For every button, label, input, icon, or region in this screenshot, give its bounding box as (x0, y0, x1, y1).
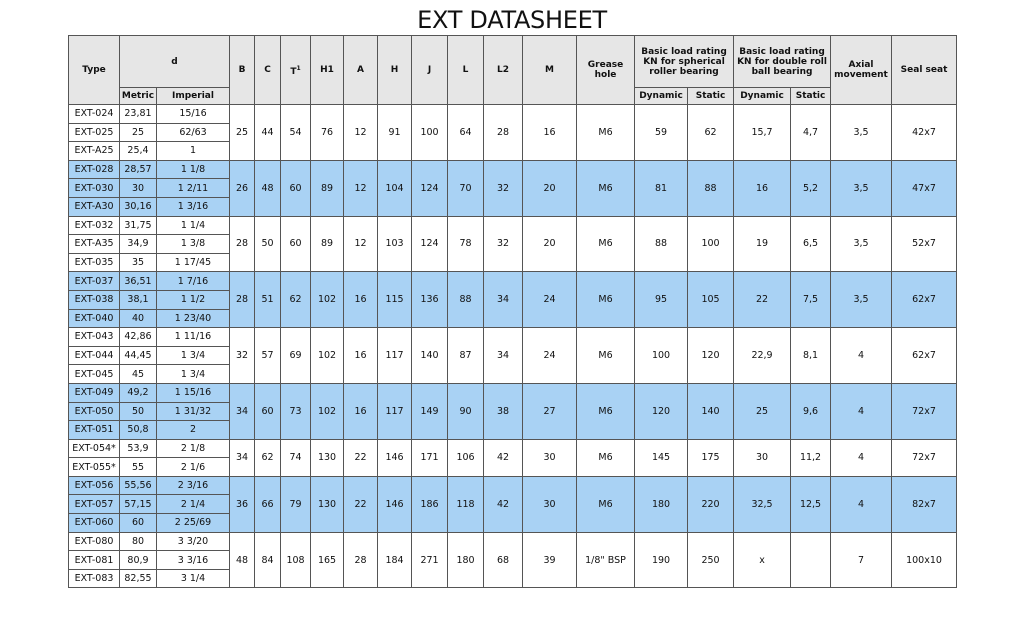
cell-h: 117 (378, 328, 412, 384)
cell-metric: 45 (120, 365, 157, 384)
cell-j: 100 (412, 105, 448, 161)
cell-metric: 30 (120, 179, 157, 198)
cell-double-dynamic: 30 (734, 439, 791, 476)
cell-type: EXT-045 (69, 365, 120, 384)
cell-spherical-dynamic: 190 (635, 532, 688, 588)
header-l: L (448, 36, 484, 105)
cell-metric: 60 (120, 514, 157, 533)
cell-l: 78 (448, 216, 484, 272)
cell-type: EXT-028 (69, 160, 120, 179)
cell-b: 36 (230, 476, 255, 532)
cell-m: 27 (523, 383, 577, 439)
cell-h1: 102 (311, 272, 344, 328)
cell-l2: 68 (484, 532, 523, 588)
header-spherical-dynamic: Dynamic (635, 88, 688, 105)
header-b: B (230, 36, 255, 105)
cell-t: 74 (281, 439, 311, 476)
table-row (69, 272, 957, 291)
cell-imperial: 1 1/4 (157, 216, 230, 235)
cell-spherical-dynamic: 180 (635, 476, 688, 532)
cell-spherical-static: 220 (688, 476, 734, 532)
page-title: EXT DATASHEET (417, 6, 607, 34)
cell-t: 73 (281, 383, 311, 439)
cell-m: 30 (523, 439, 577, 476)
cell-double-dynamic: 19 (734, 216, 791, 272)
cell-imperial: 3 3/16 (157, 551, 230, 570)
cell-b: 34 (230, 383, 255, 439)
cell-metric: 82,55 (120, 569, 157, 588)
table-row (69, 216, 957, 235)
table-row (69, 328, 957, 347)
cell-h1: 130 (311, 476, 344, 532)
cell-t: 62 (281, 272, 311, 328)
cell-axial-movement: 7 (831, 532, 892, 588)
cell-type: EXT-043 (69, 328, 120, 347)
cell-l: 106 (448, 439, 484, 476)
cell-c: 44 (255, 105, 281, 161)
header-double-rating: Basic load rating KN for double roll ball bearing (734, 36, 831, 88)
cell-type: EXT-055* (69, 458, 120, 477)
cell-imperial: 1 17/45 (157, 253, 230, 272)
cell-metric: 80,9 (120, 551, 157, 570)
cell-imperial: 2 (157, 421, 230, 440)
cell-m: 39 (523, 532, 577, 588)
cell-t: 60 (281, 160, 311, 216)
cell-double-static: 11,2 (791, 439, 831, 476)
cell-l: 180 (448, 532, 484, 588)
cell-h1: 102 (311, 383, 344, 439)
header-h1: H1 (311, 36, 344, 105)
cell-axial-movement: 3,5 (831, 272, 892, 328)
header-axial-movement: Axial movement (831, 36, 892, 105)
cell-metric: 40 (120, 309, 157, 328)
cell-double-static: 5,2 (791, 160, 831, 216)
header-grease-hole: Grease hole (577, 36, 635, 105)
header-l2: L2 (484, 36, 523, 105)
header-spherical-rating: Basic load rating KN for spherical roller bearing (635, 36, 734, 88)
cell-m: 24 (523, 328, 577, 384)
cell-j: 136 (412, 272, 448, 328)
table-row (69, 439, 957, 458)
header-c: C (255, 36, 281, 105)
cell-t: 69 (281, 328, 311, 384)
cell-imperial: 2 1/6 (157, 458, 230, 477)
cell-metric: 42,86 (120, 328, 157, 347)
cell-h: 91 (378, 105, 412, 161)
cell-l2: 32 (484, 216, 523, 272)
cell-imperial: 2 1/8 (157, 439, 230, 458)
cell-type: EXT-051 (69, 421, 120, 440)
cell-metric: 55 (120, 458, 157, 477)
cell-spherical-dynamic: 100 (635, 328, 688, 384)
header-m: M (523, 36, 577, 105)
cell-seal-seat: 52x7 (892, 216, 957, 272)
cell-metric: 50 (120, 402, 157, 421)
cell-imperial: 1 1/2 (157, 290, 230, 309)
cell-a: 12 (344, 216, 378, 272)
cell-l2: 42 (484, 439, 523, 476)
cell-h: 146 (378, 476, 412, 532)
cell-type: EXT-056 (69, 476, 120, 495)
cell-spherical-static: 140 (688, 383, 734, 439)
cell-h1: 89 (311, 160, 344, 216)
datasheet-table (68, 35, 957, 588)
cell-imperial: 1 2/11 (157, 179, 230, 198)
cell-a: 12 (344, 105, 378, 161)
cell-double-dynamic: 22,9 (734, 328, 791, 384)
cell-imperial: 1 1/8 (157, 160, 230, 179)
cell-imperial: 62/63 (157, 123, 230, 142)
cell-double-static: 6,5 (791, 216, 831, 272)
header-seal-seat: Seal seat (892, 36, 957, 105)
header-a: A (344, 36, 378, 105)
cell-imperial: 1 15/16 (157, 383, 230, 402)
cell-axial-movement: 4 (831, 439, 892, 476)
cell-grease-hole: M6 (577, 476, 635, 532)
cell-spherical-static: 120 (688, 328, 734, 384)
cell-spherical-static: 175 (688, 439, 734, 476)
cell-h: 103 (378, 216, 412, 272)
cell-grease-hole: 1/8" BSP (577, 532, 635, 588)
cell-h: 184 (378, 532, 412, 588)
cell-l: 90 (448, 383, 484, 439)
cell-c: 66 (255, 476, 281, 532)
cell-double-static: 12,5 (791, 476, 831, 532)
table-row (69, 160, 957, 179)
cell-spherical-static: 88 (688, 160, 734, 216)
cell-type: EXT-024 (69, 105, 120, 124)
cell-h1: 130 (311, 439, 344, 476)
cell-j: 271 (412, 532, 448, 588)
cell-metric: 36,51 (120, 272, 157, 291)
cell-t: 108 (281, 532, 311, 588)
cell-t: 79 (281, 476, 311, 532)
cell-l: 64 (448, 105, 484, 161)
datasheet-body (69, 105, 957, 588)
cell-c: 51 (255, 272, 281, 328)
cell-type: EXT-030 (69, 179, 120, 198)
cell-h: 146 (378, 439, 412, 476)
cell-c: 48 (255, 160, 281, 216)
cell-l2: 34 (484, 272, 523, 328)
cell-metric: 80 (120, 532, 157, 551)
cell-b: 32 (230, 328, 255, 384)
cell-type: EXT-035 (69, 253, 120, 272)
table-row (69, 532, 957, 551)
table-row (69, 476, 957, 495)
cell-l2: 28 (484, 105, 523, 161)
cell-type: EXT-044 (69, 346, 120, 365)
cell-type: EXT-038 (69, 290, 120, 309)
cell-seal-seat: 42x7 (892, 105, 957, 161)
cell-l2: 42 (484, 476, 523, 532)
cell-type: EXT-083 (69, 569, 120, 588)
cell-grease-hole: M6 (577, 272, 635, 328)
cell-b: 48 (230, 532, 255, 588)
cell-grease-hole: M6 (577, 160, 635, 216)
cell-imperial: 1 31/32 (157, 402, 230, 421)
cell-m: 30 (523, 476, 577, 532)
cell-m: 20 (523, 160, 577, 216)
cell-type: EXT-A35 (69, 235, 120, 254)
cell-axial-movement: 3,5 (831, 105, 892, 161)
cell-axial-movement: 4 (831, 383, 892, 439)
cell-l2: 34 (484, 328, 523, 384)
cell-seal-seat: 72x7 (892, 439, 957, 476)
cell-seal-seat: 72x7 (892, 383, 957, 439)
cell-metric: 34,9 (120, 235, 157, 254)
header-j: J (412, 36, 448, 105)
cell-metric: 55,56 (120, 476, 157, 495)
cell-grease-hole: M6 (577, 383, 635, 439)
cell-metric: 57,15 (120, 495, 157, 514)
cell-spherical-static: 250 (688, 532, 734, 588)
cell-j: 140 (412, 328, 448, 384)
cell-spherical-static: 62 (688, 105, 734, 161)
cell-type: EXT-057 (69, 495, 120, 514)
cell-m: 20 (523, 216, 577, 272)
cell-spherical-dynamic: 59 (635, 105, 688, 161)
cell-imperial: 1 3/16 (157, 197, 230, 216)
cell-c: 60 (255, 383, 281, 439)
cell-h: 117 (378, 383, 412, 439)
cell-j: 186 (412, 476, 448, 532)
cell-imperial: 2 3/16 (157, 476, 230, 495)
cell-seal-seat: 82x7 (892, 476, 957, 532)
cell-h1: 89 (311, 216, 344, 272)
cell-h1: 76 (311, 105, 344, 161)
cell-b: 28 (230, 272, 255, 328)
cell-spherical-dynamic: 81 (635, 160, 688, 216)
header-metric: Metric (120, 88, 157, 105)
cell-l: 118 (448, 476, 484, 532)
cell-m: 24 (523, 272, 577, 328)
cell-seal-seat: 47x7 (892, 160, 957, 216)
cell-metric: 30,16 (120, 197, 157, 216)
cell-l: 88 (448, 272, 484, 328)
cell-spherical-static: 100 (688, 216, 734, 272)
cell-c: 62 (255, 439, 281, 476)
header-t: $T^1$ (281, 36, 311, 105)
header-spherical-static: Static (688, 88, 734, 105)
table-row (69, 383, 957, 402)
cell-type: EXT-081 (69, 551, 120, 570)
cell-a: 16 (344, 328, 378, 384)
cell-grease-hole: M6 (577, 216, 635, 272)
cell-a: 22 (344, 476, 378, 532)
cell-metric: 50,8 (120, 421, 157, 440)
cell-b: 34 (230, 439, 255, 476)
header-double-dynamic: Dynamic (734, 88, 791, 105)
cell-imperial: 1 11/16 (157, 328, 230, 347)
header-type: Type (69, 36, 120, 105)
cell-metric: 44,45 (120, 346, 157, 365)
cell-spherical-dynamic: 88 (635, 216, 688, 272)
cell-imperial: 2 25/69 (157, 514, 230, 533)
cell-imperial: 1 3/8 (157, 235, 230, 254)
cell-b: 28 (230, 216, 255, 272)
cell-metric: 23,81 (120, 105, 157, 124)
cell-imperial: 3 1/4 (157, 569, 230, 588)
cell-type: EXT-054* (69, 439, 120, 458)
cell-spherical-dynamic: 95 (635, 272, 688, 328)
table-row (69, 105, 957, 124)
header-double-static: Static (791, 88, 831, 105)
cell-type: EXT-025 (69, 123, 120, 142)
cell-spherical-static: 105 (688, 272, 734, 328)
cell-metric: 31,75 (120, 216, 157, 235)
cell-type: EXT-A30 (69, 197, 120, 216)
cell-j: 124 (412, 216, 448, 272)
cell-double-static: 7,5 (791, 272, 831, 328)
cell-l: 87 (448, 328, 484, 384)
cell-imperial: 1 7/16 (157, 272, 230, 291)
cell-imperial: 15/16 (157, 105, 230, 124)
cell-t: 54 (281, 105, 311, 161)
cell-a: 16 (344, 272, 378, 328)
cell-l2: 38 (484, 383, 523, 439)
cell-b: 25 (230, 105, 255, 161)
header-h: H (378, 36, 412, 105)
cell-double-dynamic: x (734, 532, 791, 588)
cell-b: 26 (230, 160, 255, 216)
cell-seal-seat: 62x7 (892, 328, 957, 384)
cell-type: EXT-A25 (69, 142, 120, 161)
cell-double-dynamic: 15,7 (734, 105, 791, 161)
cell-double-dynamic: 25 (734, 383, 791, 439)
cell-spherical-dynamic: 120 (635, 383, 688, 439)
cell-double-dynamic: 32,5 (734, 476, 791, 532)
cell-axial-movement: 4 (831, 476, 892, 532)
cell-metric: 53,9 (120, 439, 157, 458)
cell-h1: 102 (311, 328, 344, 384)
cell-axial-movement: 3,5 (831, 216, 892, 272)
cell-metric: 38,1 (120, 290, 157, 309)
cell-l: 70 (448, 160, 484, 216)
cell-j: 171 (412, 439, 448, 476)
cell-a: 16 (344, 383, 378, 439)
cell-type: EXT-040 (69, 309, 120, 328)
cell-imperial: 1 23/40 (157, 309, 230, 328)
cell-h1: 165 (311, 532, 344, 588)
cell-metric: 35 (120, 253, 157, 272)
cell-type: EXT-037 (69, 272, 120, 291)
cell-imperial: 1 3/4 (157, 365, 230, 384)
cell-grease-hole: M6 (577, 439, 635, 476)
cell-type: EXT-060 (69, 514, 120, 533)
cell-a: 12 (344, 160, 378, 216)
header-d: d (120, 36, 230, 88)
cell-h: 104 (378, 160, 412, 216)
cell-m: 16 (523, 105, 577, 161)
cell-imperial: 1 3/4 (157, 346, 230, 365)
cell-metric: 49,2 (120, 383, 157, 402)
cell-metric: 25 (120, 123, 157, 142)
cell-metric: 28,57 (120, 160, 157, 179)
cell-seal-seat: 62x7 (892, 272, 957, 328)
cell-double-static: 8,1 (791, 328, 831, 384)
cell-double-static (791, 532, 831, 588)
cell-a: 28 (344, 532, 378, 588)
header-imperial: Imperial (157, 88, 230, 105)
cell-double-dynamic: 16 (734, 160, 791, 216)
cell-metric: 25,4 (120, 142, 157, 161)
cell-c: 84 (255, 532, 281, 588)
cell-type: EXT-080 (69, 532, 120, 551)
cell-a: 22 (344, 439, 378, 476)
header-t-superscript: 1 (296, 64, 301, 72)
cell-imperial: 1 (157, 142, 230, 161)
cell-c: 57 (255, 328, 281, 384)
cell-spherical-dynamic: 145 (635, 439, 688, 476)
cell-seal-seat: 100x10 (892, 532, 957, 588)
cell-imperial: 3 3/20 (157, 532, 230, 551)
cell-l2: 32 (484, 160, 523, 216)
cell-grease-hole: M6 (577, 328, 635, 384)
cell-t: 60 (281, 216, 311, 272)
cell-j: 149 (412, 383, 448, 439)
cell-double-static: 4,7 (791, 105, 831, 161)
cell-type: EXT-050 (69, 402, 120, 421)
cell-imperial: 2 1/4 (157, 495, 230, 514)
cell-h: 115 (378, 272, 412, 328)
cell-axial-movement: 3,5 (831, 160, 892, 216)
cell-axial-movement: 4 (831, 328, 892, 384)
cell-type: EXT-032 (69, 216, 120, 235)
cell-j: 124 (412, 160, 448, 216)
cell-c: 50 (255, 216, 281, 272)
cell-grease-hole: M6 (577, 105, 635, 161)
cell-double-static: 9,6 (791, 383, 831, 439)
cell-type: EXT-049 (69, 383, 120, 402)
cell-double-dynamic: 22 (734, 272, 791, 328)
